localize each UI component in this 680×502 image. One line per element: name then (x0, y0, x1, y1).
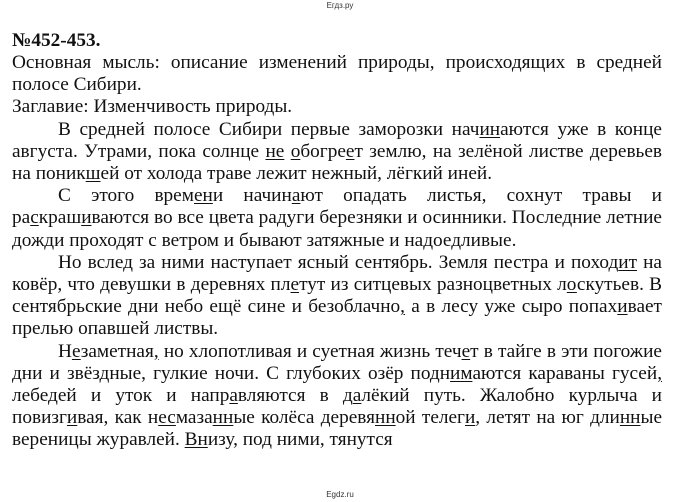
text-segment: , летят на юг дли (475, 407, 620, 429)
underlined-spelling: нн (619, 407, 641, 429)
watermark-bottom: Egdz.ru (326, 490, 354, 499)
text-paragraph (12, 252, 662, 341)
underlined-spelling: а (352, 385, 362, 407)
text-segment: вляются в д (237, 385, 353, 407)
underlined-spelling: ит (618, 251, 638, 273)
text-segment: т в тайге в эти погожие дни и звёздные, гулкие ночи. С глубоких озёр подн (12, 340, 662, 384)
underlined-spelling: нн (375, 407, 396, 429)
text-segment: ые вереницы журавлей. (12, 407, 663, 451)
underlined-spelling: с (30, 207, 39, 229)
underlined-spelling: и (464, 407, 476, 429)
text-segment: ой телег (395, 407, 465, 429)
text-paragraphs (12, 119, 662, 452)
underlined-spelling: е (290, 274, 300, 296)
text-paragraph (12, 341, 662, 452)
text-segment: ваются во все цвета радуги березняки и осинники. Последние летние дожди проходят с ветром и бывают затяжные и надоедливые. (12, 207, 662, 251)
underlined-spelling: и (66, 407, 78, 429)
main-idea-text: Основная мысль: описание изменений природы, происходящих в средней полосе Сибири. (12, 52, 662, 96)
underlined-spelling: о (566, 274, 577, 296)
underlined-spelling: им (450, 362, 473, 384)
exercise-number: №452-453. (12, 30, 101, 51)
underlined-spelling: ш (85, 163, 101, 185)
text-segment: аются уже в конце августа. Утрами, пока солнце (12, 118, 662, 162)
text-segment: Н (58, 340, 72, 362)
underlined-spelling: , (153, 340, 159, 362)
text-segment: тут из ситцевых разноцветных л (299, 274, 567, 296)
underlined-spelling: ин (479, 118, 501, 140)
text-segment: богре (300, 140, 346, 162)
text-segment: лёкий путь. Жалобно курлыча и повизг (12, 385, 662, 429)
underlined-spelling: и (617, 296, 628, 318)
text-paragraph (12, 119, 662, 186)
text-segment: В средней полосе Сибири первые заморозки нач (58, 118, 480, 140)
underlined-spelling: и (81, 207, 92, 229)
text-segment: на ковёр, что девушки в деревнях пл (12, 251, 662, 296)
underlined-spelling: , (657, 362, 663, 384)
underlined-spelling: о (290, 140, 301, 162)
underlined-spelling: , (400, 296, 405, 318)
text-paragraph (12, 185, 662, 252)
underlined-spelling: а (291, 185, 301, 207)
text-segment: изу, под ними, тянутся (207, 429, 393, 451)
text-segment: а в лесу уже сыро попах (405, 296, 618, 318)
text-segment: аются караваны гусей (472, 362, 658, 384)
underlined-spelling: е (461, 340, 471, 362)
underlined-spelling: не (265, 140, 285, 162)
text-segment: маза (175, 407, 213, 429)
text-segment: С этого врем (58, 185, 194, 207)
text-segment: ют опадать листья, сохнут травы и ра (12, 185, 662, 229)
underlined-spelling: ен (193, 185, 213, 207)
text-segment: и начин (212, 185, 292, 207)
text-segment: ей от холода траве лежит нежный, лёгкий иней. (100, 163, 493, 185)
underlined-spelling: Вн (184, 429, 208, 451)
underlined-spelling: е (71, 340, 81, 362)
text-segment: вая, как н (77, 407, 159, 429)
text-segment: лебедей и уток и напр (12, 385, 230, 407)
text-segment: скутьев. В сентябрьские дни небо ещё сине и безоблачно (12, 274, 663, 318)
text-segment: Но вслед за ними наступает ясный сентябрь. Земля пестра и поход (58, 251, 619, 273)
underlined-spelling: нн (212, 407, 234, 429)
watermark-top: Егдз.ру (326, 1, 354, 10)
text-segment: вает прелью опавшей листвы. (12, 296, 662, 340)
underlined-spelling: ес (158, 407, 176, 429)
text-segment: краш (38, 207, 82, 229)
text-segment: т землю, на зелёной листве деревьев на поник (12, 140, 663, 185)
text-segment: но хлопотливая и суетная жизнь теч (158, 340, 462, 362)
text-segment: ые колёса деревя (233, 407, 375, 429)
underlined-spelling: а (229, 385, 238, 407)
underlined-spelling: е (345, 140, 355, 162)
text-segment: заметная (80, 340, 154, 362)
document-body (12, 30, 662, 452)
title-text: Заглавие: Изменчивость природы. (12, 96, 293, 118)
